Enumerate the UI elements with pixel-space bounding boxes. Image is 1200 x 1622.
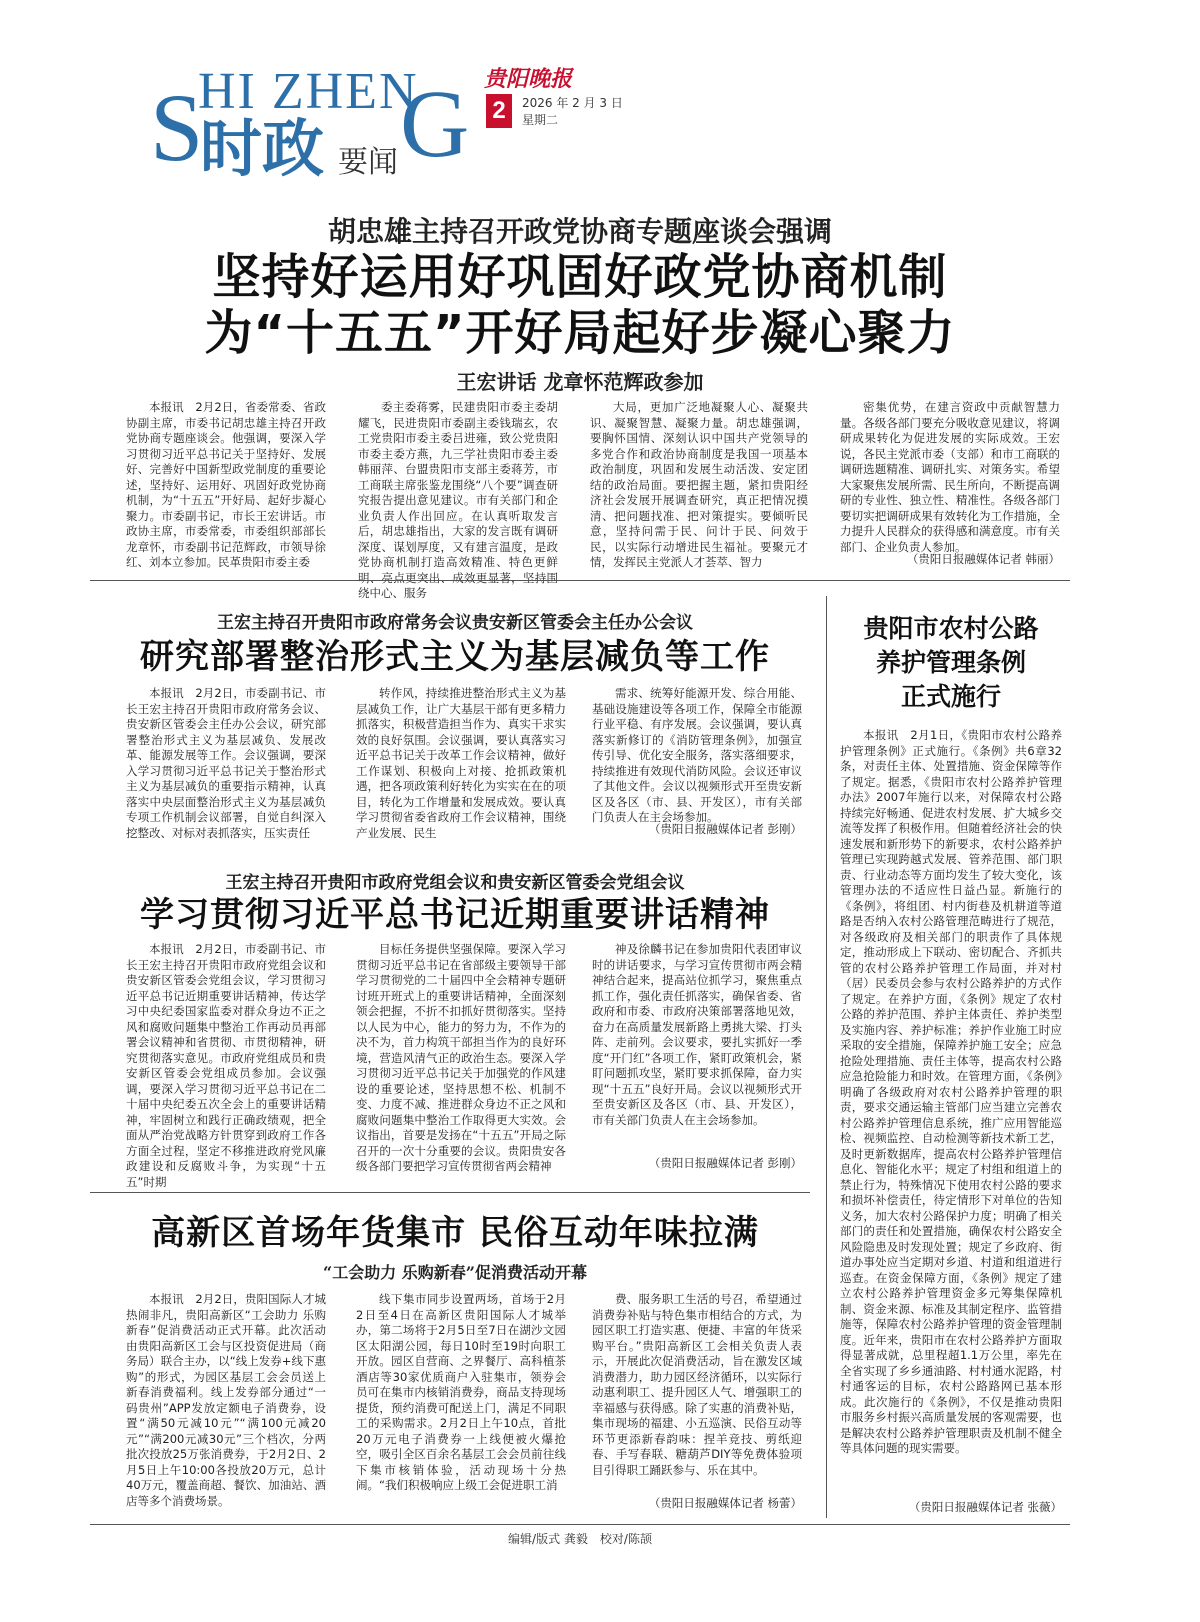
article4-headline: 高新区首场年货集市 民俗互动年味拉满 — [151, 1213, 759, 1253]
lead-byline: （贵阳日报融媒体记者 韩丽） — [906, 552, 1060, 566]
section-subtitle: 要闻 — [338, 145, 398, 180]
issue-weekday: 星期二 — [522, 113, 559, 127]
article4-column-1: 本报讯 2月2日，贵阳国际人才城热闹非凡，贵阳高新区“工会助力 乐购新春”促消费活动正式开幕。此次活动由贵阳高新区工会与区投资促进局（商务局）联合主办，以“线上发券+线下惠购”的形式，为园区基层工会会员送上新春消费福利。线上发券部分通过“一码贵州”APP发放定额电子消费券，设置“满50元减10元”“满100元减20元”“满200元减30元”三个档次，分两批次投放25万张消费券，于2月2日、2月5日上午10:00各投放20万元，总计40万元，覆盖商超、餐饮、加油站、酒店等多个消费场景。 — [126, 1292, 326, 1508]
article4-byline: （贵阳日报融媒体记者 杨蕾） — [648, 1496, 802, 1510]
article4-column-2: 线下集市同步设置两场，首场于2月2日至4日在高新区贵阳国际人才城举办，第二场将于2月5日至7日在湖沙文园区太阳湖公园，每日10时至19时向职工开放。园区自营商、之界餐厅、高科植茶酒店等30家优质商户入驻集市，领券会员可在集市内核销消费券，商品支持现场提货，预约消费可配送上门，满足不同职工的采购需求。2月2日上午10点，首批20万元电子消费券一上线便被火爆抢空，吸引全区百余名基层工会会员前往线下集市核销体验，活动现场十分热闹。“我们积极响应上级工会促进职工消 — [356, 1292, 566, 1492]
masthead-latin: HI ZHEN — [198, 63, 419, 120]
lead-headline-line-1: 坚持好运用好巩固好政党协商机制 — [212, 249, 948, 305]
article3-byline: （贵阳日报融媒体记者 彭刚） — [648, 1156, 802, 1170]
divider-lead — [90, 580, 1070, 581]
article2-byline: （贵阳日报融媒体记者 彭刚） — [648, 822, 802, 836]
lead-column-2: 委主委蒋雾，民建贵阳市委主委胡耀飞，民进贵阳市委副主委钱瑞玄，农工党贵阳市委主委吕进雍，致公党贵阳市委主委方燕，九三学社贵阳市委主委韩丽萍、台盟贵阳市支部主委蒋芳，市工商联主席张鉴龙围绕“八个要”调查研究报告提出意见建议。市有关部门和企业负责人作出回应。在认真听取发言后，胡忠雄指出，大家的发言既有调研深度、谋划厚度，又有建言温度，是政党协商机制打造高效精准、特色更鲜明、亮点更突出、成效更显著，坚持围绕中心、服务 — [358, 400, 558, 600]
issue-date: 2026 年 2 月 3 日 — [522, 96, 623, 110]
page-number: 2 — [486, 94, 512, 128]
article4-subhead: “工会助力 乐购新春”促消费活动开幕 — [323, 1263, 587, 1282]
lead-kicker: 胡忠雄主持召开政党协商专题座谈会强调 — [327, 215, 832, 248]
masthead-letter-g: G — [400, 70, 470, 177]
footer-rule — [90, 1524, 1070, 1525]
side-title-line-3: 正式施行 — [900, 682, 1001, 711]
side-divider — [826, 596, 827, 1518]
article3-column-2: 目标任务提供坚强保障。要深入学习贯彻习近平总书记在省部级主要领导干部学习贯彻党的二十届四中全会精神专题研讨班开班式上的重要讲话精神，全面深刻领会把握，不折不扣抓好贯彻落实。坚持以人民为中心，能力的努力为，不作为的决不为，首力构筑干部担当作为的良好环境，营造风清气正的政治生态。要深入学习贯彻习近平总书记关于加强党的作风建设的重要论述，坚持思想不松、机制不变、力度不减、推进群众身边不正之风和腐败问题集中整治工作取得更大实效。会议指出，首要是发扬在“十五五”开局之际召开的一次十分重要的会议。贵阳贵安各级各部门要把学习宣传贯彻省两会精神 — [356, 942, 566, 1173]
article4-column-3: 费、服务职工生活的号召，希望通过消费券补贴与特色集市相结合的方式，为园区职工打造实惠、便捷、丰富的年货采购平台。”贵阳高新区工会相关负责人表示，开展此次促消费活动，旨在激发区域消费潜力，助力园区经济循环，以实际行动惠利职工、提升园区人气、增强职工的幸福感与获得感。除了实惠的消费补贴，集市现场的福建、小五巡演、民俗互动等环节更添新春韵味：捏羊竞技、剪纸迎春、手写春联、糖葫芦DIY等免费体验项目引得职工踊跃参与、乐在其中。 — [592, 1292, 802, 1477]
footer-credits: 编辑/版式 龚毅 校对/陈颉 — [508, 1532, 652, 1546]
newspaper-name: 贵阳晚报 — [484, 66, 573, 92]
divider-article4 — [90, 1192, 810, 1193]
article3-column-1: 本报讯 2月2日，市委副书记、市长王宏主持召开贵阳市政府党组会议和贵安新区管委会党组会议，学习贯彻习近平总书记近期重要讲话精神，传达学习中央纪委国家监委对群众身边不正之风和腐败问题集中整治工作再动员再部署会议精神和省贯彻、市贯彻精神，研究贯彻落实意见。市政府党组成员和贵安新区管委会党组成员参加。会议强调，要深入学习贯彻习近平总书记在二十届中央纪委五次全会上的重要讲话精神，牢固树立和践行正确政绩观，把全面从严治党战略方针贯穿到政府工作各方面全过程，坚定不移推进政府党风廉政建设和反腐败斗争，为实现“十五五”时期 — [126, 942, 326, 1189]
side-title-line-1: 贵阳市农村公路 — [863, 614, 1039, 643]
side-column: 本报讯 2月1日，《贵阳市农村公路养护管理条例》正式施行。《条例》共6章32条，对责任主体、处置措施、资金保障等作了规定。据悉，《贵阳市农村公路养护管理办法》2007年施行以来，对保障农村公路持续完好畅通、促进农村发展、扩大城乡交流等发挥了积极作用。但随着经济社会的快速发展和新形势下的新要求，农村公路养护管理已实现跨越式发展、管养范围、部门职责、行业动态等方面均发生了较大变化，该管理办法的不适应性日益凸显。新施行的《条例》，将组团、村内街巷及机耕道等道路是否纳入农村公路管理范畴进行了规范，对各级政府及相关部门的职责作了具体规定，推动形成上下联动、密切配合、齐抓共管的农村公路养护管理工作局面，并对村（居）民委员会参与农村公路养护的方式作了规定。在养护方面，《条例》规定了农村公路的养护范围、养护主体责任、养护类型及实施内容、养护标准；养护作业施工时应采取的安全措施，保障养护施工安全；应急抢险处理措施、责任主体等，提高农村公路应急抢险能力和时效。在管理方面，《条例》明确了各级政府对农村公路养护管理的职责，要求交通运输主管部门应当建立完善农村公路养护管理信息系统，推广应用智能巡检、视频监控、自动检测等新技术新工艺，及时更新数据库，提高农村公路养护管理信息化、智能化水平；规定了村组和组道上的禁止行为，特殊情况下使用农村公路的要求和损坏补偿责任，待定情形下对单位的告知义务，加大农村公路保护力度；明确了相关部门的责任和处置措施，确保农村公路安全风险隐患及时发现处置；规定了乡政府、街道办事处应当定期对乡道、村道和组道进行巡查。在资金保障方面，《条例》规定了建立农村公路养护管理资金多元筹集保障机制、资金来源、标准及其制定程序、监管措施等，保障农村公路养护管理的资金管理制度。近年来，贵阳市在农村公路养护方面取得显著成就，总里程超1.1万公里，率先在全省实现了乡乡通油路、村村通水泥路，村村通客运的目标，农村公路路网已基本形成。此次施行的《条例》，不仅是推动贵阳市服务乡村振兴高质量发展的客观需要，也是解决农村公路养护管理职责及机制不健全等具体问题的现实需要。 — [840, 728, 1062, 1455]
side-title-line-2: 养护管理条例 — [875, 648, 1026, 677]
article2-kicker: 王宏主持召开贵阳市政府常务会议贵安新区管委会主任办公会议 — [217, 613, 693, 633]
article3-column-3: 神及徐麟书记在参加贵阳代表团审议时的讲话要求，与学习宣传贯彻市两会精神结合起来，提高站位抓学习，聚焦重点抓工作，强化责任抓落实，确保省委、省政府和市委、市政府决策部署落地见效，奋力在高质量发展新路上勇挑大梁、打头阵、走前列。会议要求，要扎实抓好一季度“开门红”各项工作，紧盯政策机会，紧盯问题抓攻坚，紧盯要求抓保障，奋力实现“十五五”良好开局。会议以视频形式开至贵安新区及各区（市、县、开发区），市有关部门负责人在主会场参加。 — [592, 942, 802, 1127]
article3-kicker: 王宏主持召开贵阳市政府党组会议和贵安新区管委会党组会议 — [225, 873, 685, 893]
article2-column-3: 需求、统筹好能源开发、综合用能、基础设施建设等各项工作，保障全市能源行业平稳、有序发展。会议强调，要认真落实新修订的《消防管理条例》，加强宣传引导、优化安全服务，落实落细要求，持续推进有效现代消防风险。会议还审议了其他文件。会议以视频形式开至贵安新区及各区（市、县、开发区），市有关部门负责人在主会场参加。 — [592, 686, 802, 824]
side-byline: （贵阳日报融媒体记者 张薇） — [908, 1500, 1062, 1514]
lead-headline-line-2: 为“十五五”开好局起好步凝心聚力 — [204, 305, 956, 361]
masthead-letter-s: S — [150, 74, 204, 181]
lead-subhead: 王宏讲话 龙章怀范辉政参加 — [456, 370, 704, 394]
article2-column-1: 本报讯 2月2日，市委副书记、市长王宏主持召开贵阳市政府常务会议、贵安新区管委会主任办公会议，研究部署整治形式主义为基层减负、发展改革、能源发展等工作。会议强调，要深入学习贯彻习近平总书记关于整治形式主义为基层减负的重要指示精神，认真落实中央层面整治形式主义为基层减负专项工作机制会议部署，自觉自纠深入挖整改、对标对表抓落实，压实责任 — [126, 686, 326, 840]
lead-column-4: 密集优势，在建言资政中贡献智慧力量。各级各部门要充分吸收意见建议，将调研成果转化为促进发展的实际成效。王宏说，各民主党派市委（支部）和市工商联的调研选题精准、调研扎实、对策务实。希望大家聚焦发展所需、民生所向，不断提高调研的专业性、独立性、精准性。各级各部门要切实把调研成果有效转化为工作措施，全力提升人民群众的获得感和满意度。市有关部门、企业负责人参加。 — [840, 400, 1060, 554]
section-title: 时政 — [200, 112, 325, 185]
lead-column-3: 大局，更加广泛地凝聚人心、凝聚共识、凝聚智慧、凝聚力量。胡忠雄强调，要胸怀国情、深刻认识中国共产党领导的多党合作和政治协商制度是我国一项基本政治制度，巩固和发展生动活泼、安定团结的政治局面。要把握主题，紧扣贵阳经济社会发展开展调查研究，真正把情况摸清、把问题找准、把对策提实。要倾听民意，坚持问需于民、问计于民、问效于民，以实际行动增进民生福祉。要聚元才情，发挥民主党派人才荟萃、智力 — [590, 400, 808, 569]
article2-headline: 研究部署整治形式主义为基层减负等工作 — [140, 637, 770, 677]
lead-column-1: 本报讯 2月2日，省委常委、省政协副主席，市委书记胡忠雄主持召开政党协商专题座谈会。他强调，要深入学习贯彻习近平总书记关于坚持好、发展好、完善好中国新型政党制度的重要论述，坚持好、运用好、巩固好政党协商机制，为“十五五”开好局、起好步凝心聚力。市委副书记，市长王宏讲话。市政协主席，市委常委，市委组织部部长龙章怀，市委副书记范辉政，市领导徐红、刘本立参加。民革贵阳市委主委 — [126, 400, 326, 569]
article3-headline: 学习贯彻习近平总书记近期重要讲话精神 — [140, 895, 770, 935]
article2-column-2: 转作风，持续推进整治形式主义为基层减负工作，让广大基层干部有更多精力抓落实，积极营造担当作为、真实干求实效的良好氛围。会议强调，要认真落实习近平总书记关于改革工作会议精神，做好工作谋划、积极向上对接、抢抓政策机遇，把各项政策利好转化为实实在在的项目，转化为工作增量和发展成效。要认真学习贯彻省委省政府工作会议精神，围绕产业发展、民生 — [356, 686, 566, 840]
